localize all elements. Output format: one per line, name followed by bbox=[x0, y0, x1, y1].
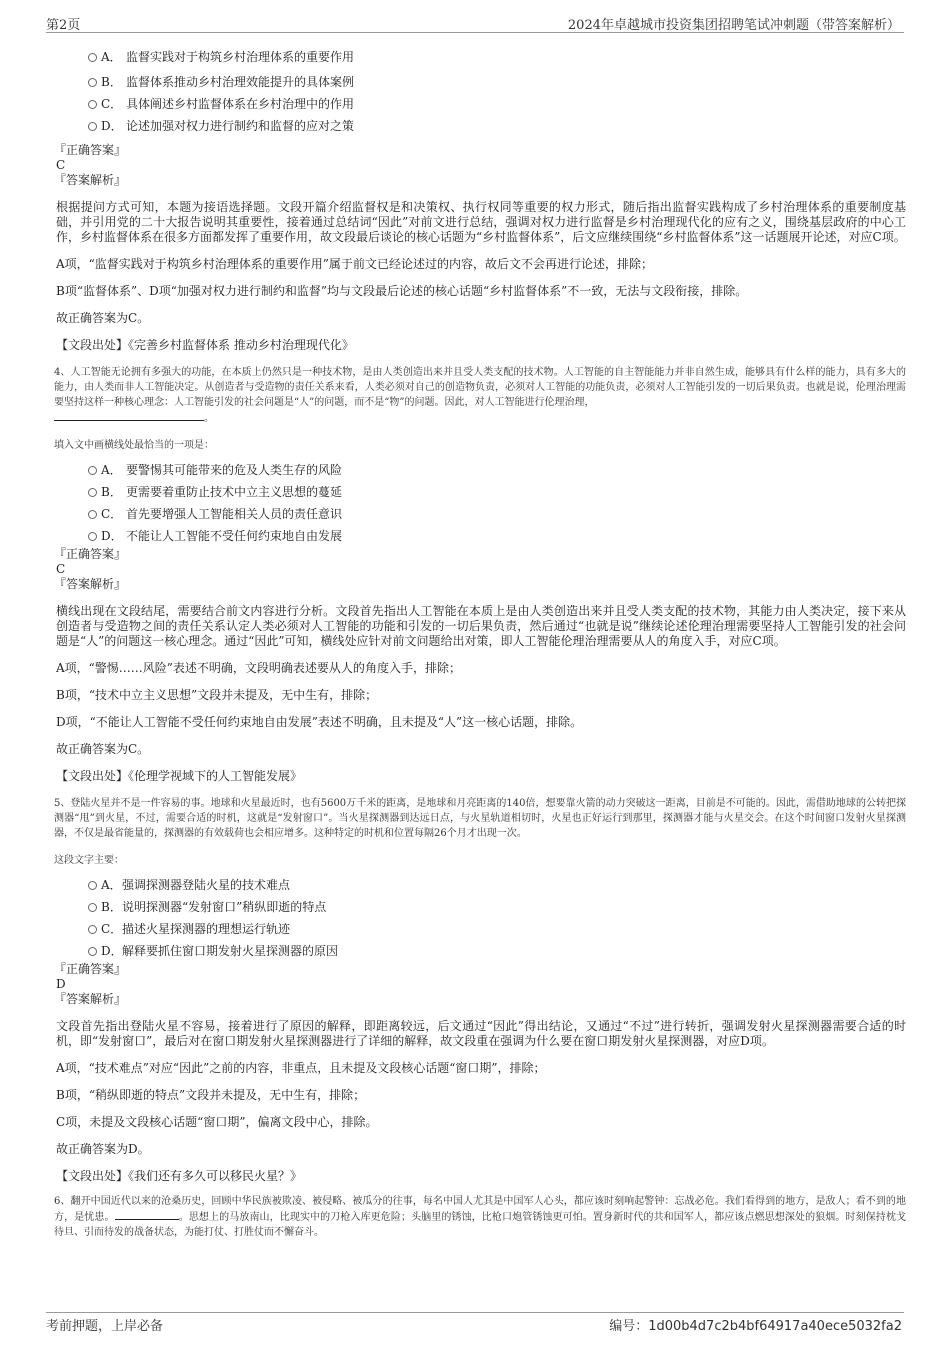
analysis-paragraph: B项“监督体系”、D项“加强对权力进行制约和监督”均与文段最后论述的核心话题“乡村监督体系”不一致，无法与文段衔接，排除。 bbox=[56, 284, 748, 298]
document-id: 编号：1d00b4d7c2b4bf64917a40ece5032fa2 bbox=[609, 1319, 902, 1334]
correct-answer: D bbox=[56, 977, 66, 991]
radio-icon[interactable] bbox=[88, 100, 97, 109]
q4-option-a[interactable]: A． 要警惕其可能带来的危及人类生存的风险 bbox=[54, 459, 906, 481]
document-title: 2024年卓越城市投资集团招聘笔试冲刺题（带答案解析） bbox=[567, 18, 900, 33]
answer-tag: 『正确答案』 bbox=[54, 962, 127, 976]
source-citation: 【文段出处】《伦理学视域下的人工智能发展》 bbox=[56, 769, 303, 783]
question-stem: 4、人工智能无论拥有多强大的功能，在本质上仍然只是一种技术物，是由人类创造出来并且受人类支配的技术物。人工智能的自主智能能力并非自然生成，能够具有什么样的能力，具有多大的能力，由人类而非人工智能决定。从创造者与受造物的责任关系来看，人类必须对自己的创造物负责，必须对人工智能的功能负责，必须对人工智能引发的一切后果负责。也就是说，伦理治理需要坚持这样一种核心理念：人工智能引发的社会问题是“人”的问题，而不是“物”的问题。因此，对人工智能进行伦理治理， 。 bbox=[54, 367, 906, 424]
question-prompt: 填入文中画横线处最恰当的一项是： bbox=[54, 440, 214, 451]
correct-answer: C bbox=[56, 562, 66, 576]
analysis-paragraph: B项，“技术中立主义思想”文段并未提及，无中生有，排除； bbox=[56, 688, 378, 702]
q4-option-b[interactable]: B． 更需要着重防止技术中立主义思想的蔓延 bbox=[54, 481, 906, 503]
q5-option-d[interactable]: D． 解释要抓住窗口期发射火星探测器的原因 bbox=[54, 940, 906, 962]
radio-icon[interactable] bbox=[88, 488, 97, 497]
radio-icon[interactable] bbox=[88, 53, 97, 62]
question-stem: 5、登陆火星并不是一件容易的事。地球和火星最近时，也有5600万千米的距离，是地球和月亮距离的140倍，想要靠火箭的动力突破这一距离，目前是不可能的。因此，需借助地球的公转把探测器“甩”到火星，不过，需要合适的时机，这就是“发射窗口”。当火星探测器到达远日点，与火星轨道相切时，火星也正好运行到那里，探测器才能与火星交会。在这个时间窗口发射火星探测器，不仅是最省能量的，探测器的有效载荷也会相应增多。这种特定的时机和位置每隔26个月才出现一次。 bbox=[54, 798, 906, 839]
source-citation: 【文段出处】《完善乡村监督体系 推动乡村治理现代化》 bbox=[56, 338, 354, 352]
q5-options bbox=[54, 874, 906, 962]
page-header bbox=[46, 12, 904, 33]
analysis-paragraph: D项，“不能让人工智能不受任何约束地自由发展”表述不明确，且未提及“人”这一核心话题，排除。 bbox=[56, 715, 583, 729]
analysis-paragraph: A项，“监督实践对于构筑乡村治理体系的重要作用”属于前文已经论述过的内容，故后文不会再进行论述，排除； bbox=[56, 257, 653, 271]
q4-options bbox=[54, 459, 906, 547]
page-number: 第2页 bbox=[46, 18, 81, 33]
analysis-paragraph: A项，“技术难点”对应“因此”之前的内容，非重点，且未提及文段核心话题“窗口期”，排除； bbox=[56, 1061, 546, 1075]
analysis-paragraph: 故正确答案为C。 bbox=[56, 311, 150, 325]
answer-tag: 『正确答案』 bbox=[54, 143, 127, 157]
analysis-paragraph: 故正确答案为C。 bbox=[56, 742, 150, 756]
analysis-paragraph: C项，未提及文段核心话题“窗口期”，偏离文段中心，排除。 bbox=[56, 1115, 378, 1129]
q5-option-b[interactable]: B． 说明探测器“发射窗口”稍纵即逝的特点 bbox=[54, 896, 906, 918]
analysis-paragraph: A项，“警惕……风险”表述不明确，文段明确表述要从人的角度入手，排除； bbox=[56, 661, 461, 675]
radio-icon[interactable] bbox=[88, 881, 97, 890]
q4-option-c[interactable]: C． 首先要增强人工智能相关人员的责任意识 bbox=[54, 503, 906, 525]
radio-icon[interactable] bbox=[88, 532, 97, 541]
correct-answer: C bbox=[56, 158, 66, 172]
analysis-paragraph: 故正确答案为D。 bbox=[56, 1142, 150, 1156]
analysis-paragraph: 横线出现在文段结尾，需要结合前文内容进行分析。文段首先指出人工智能在本质上是由人类创造出来并且受人类支配的技术物，其能力由人类决定，接下来从创造者与受造物之间的责任关系认定人类必须对人工智能的功能和引发的一切后果负责，然后通过“也就是说”继续论述伦理治理需要坚持人工智能引发的社会问题是“人”的问题这一核心理念。通过“因此”可知，横线处应针对前文问题给出对策，即人工智能伦理治理需要从人的角度入手，对应C项。 bbox=[56, 604, 906, 648]
answer-tag: 『正确答案』 bbox=[54, 547, 127, 561]
fill-blank bbox=[54, 410, 204, 421]
analysis-tag: 『答案解析』 bbox=[54, 173, 127, 187]
radio-icon[interactable] bbox=[88, 122, 97, 131]
radio-icon[interactable] bbox=[88, 903, 97, 912]
question-stem: 6、翻开中国近代以来的沧桑历史，回顾中华民族被欺凌、被侵略、被瓜分的往事，每名中国人尤其是中国军人心头，都应该时刻响起警钟：忘战必危。我们看得到的地方，是敌人；看不到的地方，是忧患。 。思想上的马放南山，比现实中的刀枪入库更危险；头脑里的锈蚀，比枪口炮管锈蚀更可怕。置身新时代的共和国军人，都应该点燃思想深处的狼烟。时刻保持枕戈待旦、引而待发的战备状态，为能打仗、打胜仗而不懈奋斗。 bbox=[54, 1196, 907, 1238]
analysis-tag: 『答案解析』 bbox=[54, 992, 127, 1006]
q3-option-b[interactable]: B． 监督体系推动乡村治理效能提升的具体案例 bbox=[54, 71, 906, 93]
question-prompt: 这段文字主要： bbox=[54, 855, 124, 866]
document-body bbox=[54, 40, 906, 1240]
radio-icon[interactable] bbox=[88, 925, 97, 934]
radio-icon[interactable] bbox=[88, 78, 97, 87]
fill-blank bbox=[115, 1209, 179, 1220]
radio-icon[interactable] bbox=[88, 510, 97, 519]
radio-icon[interactable] bbox=[88, 466, 97, 475]
q3-option-a[interactable]: A． 监督实践对于构筑乡村治理体系的重要作用 bbox=[54, 43, 906, 71]
source-citation: 【文段出处】《我们还有多久可以移民火星？》 bbox=[56, 1169, 303, 1183]
q5-option-c[interactable]: C． 描述火星探测器的理想运行轨迹 bbox=[54, 918, 906, 940]
q4-option-d[interactable]: D． 不能让人工智能不受任何约束地自由发展 bbox=[54, 525, 906, 547]
radio-icon[interactable] bbox=[88, 947, 97, 956]
q3-option-c[interactable]: C． 具体阐述乡村监督体系在乡村治理中的作用 bbox=[54, 93, 906, 115]
analysis-paragraph: B项，“稍纵即逝的特点”文段并未提及，无中生有，排除； bbox=[56, 1088, 366, 1102]
analysis-paragraph: 根据提问方式可知，本题为接语选择题。文段开篇介绍监督权是和决策权、执行权同等重要的权力形式，随后指出监督实践构成了乡村治理体系的重要制度基础，并引用党的二十大报告说明其重要性，接着通过总结词“因此”对前文进行总结，强调对权力进行监督是乡村治理现代化的应有之义，围绕基层政府的中心工作，乡村监督体系在很多方面都发挥了重要作用，故文段最后谈论的核心话题为“乡村监督体系”，后文应继续围绕“乡村监督体系”这一话题展开论述，对应C项。 bbox=[56, 200, 906, 244]
page-footer bbox=[46, 1312, 904, 1333]
q3-options bbox=[54, 43, 906, 137]
q5-option-a[interactable]: A． 强调探测器登陆火星的技术难点 bbox=[54, 874, 906, 896]
analysis-paragraph: 文段首先指出登陆火星不容易，接着进行了原因的解释，即距离较远，后文通过“因此”得出结论，又通过“不过”进行转折，强调发射火星探测器需要合适的时机，即“发射窗口”，最后对在窗口期发射火星探测器进行了详细的解释，故文段重在强调为什么要在窗口期发射火星探测器，对应D项。 bbox=[56, 1019, 906, 1048]
q3-option-d[interactable]: D． 论述加强对权力进行制约和监督的应对之策 bbox=[54, 115, 906, 137]
footer-slogan: 考前押题，上岸必备 bbox=[46, 1319, 164, 1334]
analysis-tag: 『答案解析』 bbox=[54, 577, 127, 591]
